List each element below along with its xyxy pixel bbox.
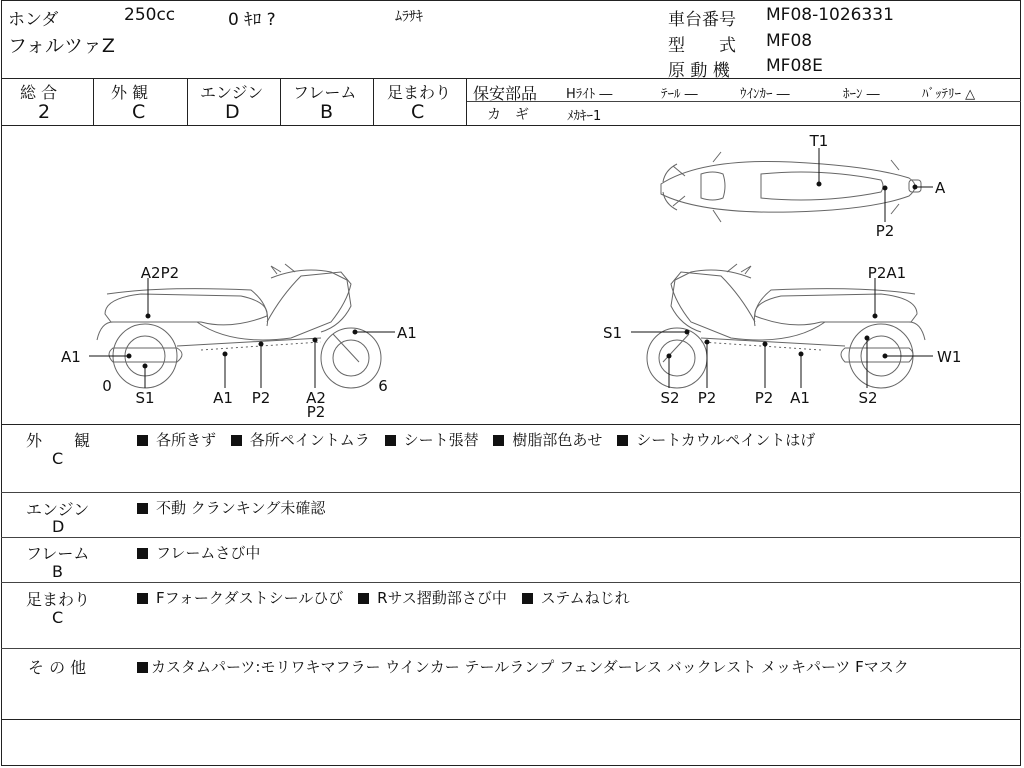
grid-line: [1, 537, 1021, 538]
label-top-p2: P2: [875, 222, 895, 240]
label-right-s2-a: S2: [660, 389, 680, 407]
bullet-icon: [522, 593, 533, 604]
bullet-icon: [617, 435, 628, 446]
bullet-icon: [385, 435, 396, 446]
safety-winker: ｳｲﾝｶｰ ―: [740, 87, 790, 102]
key-label: カ ギ: [487, 107, 529, 123]
bullet-icon: [137, 593, 148, 604]
frame-no-label: 車台番号: [668, 10, 736, 30]
engine-label: 原 動 機: [668, 61, 730, 81]
color: ﾑﾗｻｷ: [395, 9, 423, 25]
grade-suspension-label: 足まわり: [387, 83, 452, 102]
grid-line: [280, 78, 281, 125]
label-left-p2-bottom: P2: [251, 389, 271, 407]
safety-taillight: ﾃｰﾙ ―: [661, 87, 698, 102]
label-left-0: 0: [102, 377, 112, 395]
label-right-s2-b: S2: [858, 389, 878, 407]
scooter-right-view: [647, 264, 925, 388]
note-grade: D: [52, 517, 65, 536]
grade-frame-value: B: [320, 101, 334, 123]
note-grade: B: [52, 562, 63, 581]
note-items: フレームさび中: [137, 542, 270, 563]
label-right-p2-b: P2: [754, 389, 774, 407]
bullet-icon: [137, 548, 148, 559]
mileage: 0 ｷﾛ ?: [228, 10, 276, 30]
label-left-a2-bottom: A2: [306, 389, 326, 407]
grade-engine-value: D: [225, 101, 240, 123]
note-cat: 足まわり: [26, 590, 91, 609]
label-top-a: A: [935, 179, 946, 197]
scooter-top-view: [661, 152, 921, 222]
note-items: 各所きず 各所ペイントムラ シート張替 樹脂部色あせ シートカウルペイントはげ: [137, 429, 825, 450]
bullet-icon: [358, 593, 369, 604]
label-left-a1-side: A1: [397, 324, 417, 342]
label-left-6: 6: [378, 377, 388, 395]
damage-diagram: [1, 126, 1021, 424]
note-cat: 外 観: [26, 431, 91, 450]
label-right-a1: A1: [790, 389, 810, 407]
note-cat: エンジン: [26, 500, 90, 519]
grade-suspension-value: C: [411, 101, 425, 123]
bullet-icon: [137, 435, 148, 446]
grid-line: [187, 78, 188, 125]
note-items: カスタムパーツ:モリワキマフラー ウインカー テールランプ フェンダーレス バックレスト メッキパーツ Fマスク: [137, 656, 909, 677]
bullet-icon: [493, 435, 504, 446]
grid-line: [466, 78, 467, 125]
type-label: 型 式: [668, 36, 736, 56]
grid-line: [93, 78, 94, 125]
grid-line: [1, 582, 1021, 583]
bullet-icon: [231, 435, 242, 446]
label-top-t1: T1: [809, 132, 829, 150]
maker: ホンダ: [8, 10, 59, 30]
key-value: ﾒｶｷｰ1: [567, 109, 602, 124]
label-left-a2p2: A2P2: [140, 264, 180, 282]
note-cat: フレーム: [26, 544, 90, 563]
grade-exterior-label: 外 観: [111, 83, 149, 102]
label-left-p2-bottom-2: P2: [306, 403, 326, 421]
label-left-a1-front: A1: [61, 348, 81, 366]
note-items: Fフォークダストシールひび Rサス摺動部さび中 ステムねじれ: [137, 587, 640, 608]
note-cat: そ の 他: [28, 658, 87, 677]
label-right-s1: S1: [603, 324, 623, 342]
label-right-w1: W1: [937, 348, 962, 366]
model-name: フォルツァZ: [8, 35, 115, 57]
safety-horn: ﾎｰﾝ ―: [843, 87, 880, 102]
label-left-a1-bottom: A1: [213, 389, 233, 407]
label-left-s1: S1: [135, 389, 155, 407]
type-value: MF08: [766, 31, 813, 51]
displacement: 250cc: [124, 5, 176, 25]
note-items: 不動 クランキング未確認: [137, 497, 335, 518]
grid-line: [1, 78, 1021, 79]
engine-value: MF08E: [766, 56, 823, 76]
grid-line: [1, 424, 1021, 425]
safety-headlight: Hﾗｲﾄ ―: [566, 87, 613, 102]
label-right-p2-a: P2: [697, 389, 717, 407]
grid-line: [373, 78, 374, 125]
grade-frame-label: フレーム: [293, 83, 357, 102]
label-right-p2a1: P2A1: [867, 264, 907, 282]
frame-no: MF08-1026331: [766, 5, 894, 25]
grid-line: [1, 492, 1021, 493]
safety-title: 保安部品: [473, 84, 538, 103]
grid-line: [1, 648, 1021, 649]
grade-engine-label: エンジン: [200, 83, 264, 102]
grade-total-label: 総 合: [20, 83, 58, 102]
grade-exterior-value: C: [132, 101, 146, 123]
bullet-icon: [137, 662, 148, 673]
scooter-left-view: [97, 264, 381, 388]
grade-total-value: 2: [38, 101, 51, 123]
note-grade: C: [52, 449, 64, 468]
grid-line: [1, 719, 1021, 720]
bullet-icon: [137, 503, 148, 514]
safety-battery: ﾊﾞｯﾃﾘｰ △: [922, 87, 976, 102]
note-grade: C: [52, 608, 64, 627]
